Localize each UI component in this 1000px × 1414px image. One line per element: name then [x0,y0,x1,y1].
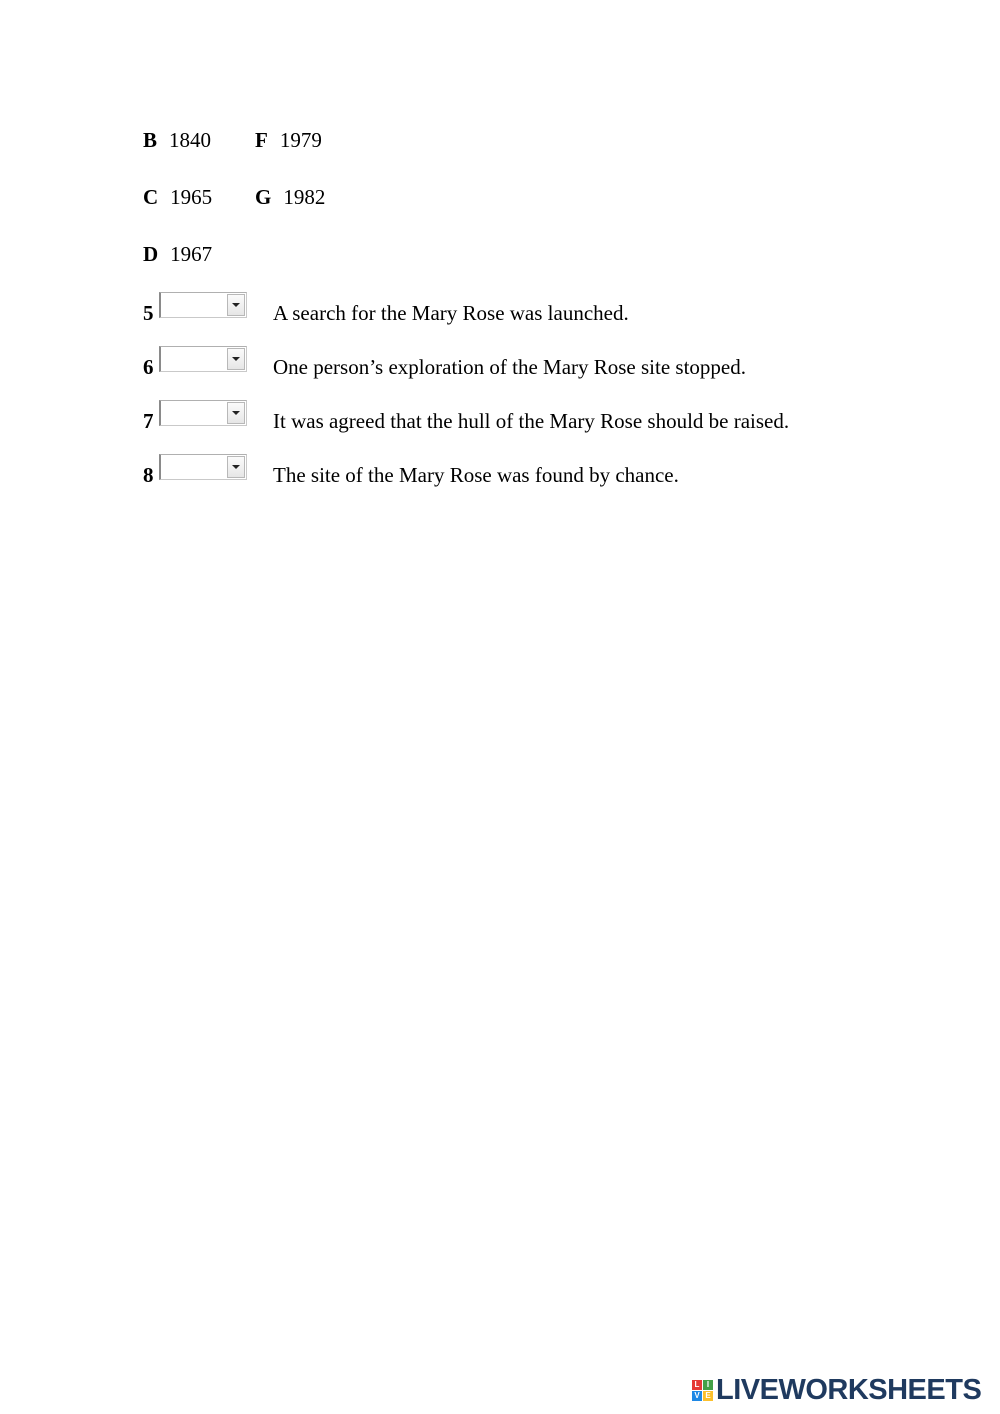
question-text: The site of the Mary Rose was found by chance. [273,463,679,487]
question-number: 8 [143,463,154,487]
option-letter: C [143,185,159,209]
answer-dropdown-6[interactable] [159,346,247,372]
option-letter: F [255,128,268,152]
logo-mark-tile: I [703,1380,713,1390]
chevron-down-icon [232,357,240,361]
answer-dropdown-8[interactable] [159,454,247,480]
option-year: 1967 [170,242,213,266]
logo-mark-tile: L [692,1380,702,1390]
option-letter: D [143,242,159,266]
answer-dropdown-7[interactable] [159,400,247,426]
dropdown-arrow-button[interactable] [227,294,245,316]
option-year: 1840 [169,128,212,152]
logo-mark-icon [692,1380,713,1401]
chevron-down-icon [232,411,240,415]
question-row-6 [143,346,903,380]
option-f [255,128,322,152]
question-row-5 [143,292,903,326]
logo-mark-tile: E [703,1391,713,1401]
chevron-down-icon [232,303,240,307]
liveworksheets-logo [692,1375,981,1405]
answer-dropdown-5[interactable] [159,292,247,318]
dropdown-arrow-button[interactable] [227,456,245,478]
option-year: 1979 [279,128,322,152]
question-number: 6 [143,355,154,379]
option-b [143,128,211,152]
dropdown-arrow-button[interactable] [227,402,245,424]
question-row-7 [143,400,903,434]
logo-text: LIVEWORKSHEETS [716,1373,982,1406]
option-g [255,185,325,209]
question-text: One person’s exploration of the Mary Rose site stopped. [273,355,746,379]
question-text: A search for the Mary Rose was launched. [273,301,629,325]
question-text: It was agreed that the hull of the Mary Rose should be raised. [273,409,790,433]
logo-mark-tile: V [692,1391,702,1401]
option-d [143,242,212,266]
option-letter: B [143,128,158,152]
question-row-8 [143,454,903,488]
question-number: 5 [143,301,154,325]
question-number: 7 [143,409,154,433]
dropdown-arrow-button[interactable] [227,348,245,370]
option-c [143,185,212,209]
option-year: 1982 [283,185,326,209]
option-year: 1965 [170,185,213,209]
chevron-down-icon [232,465,240,469]
option-letter: G [255,185,272,209]
